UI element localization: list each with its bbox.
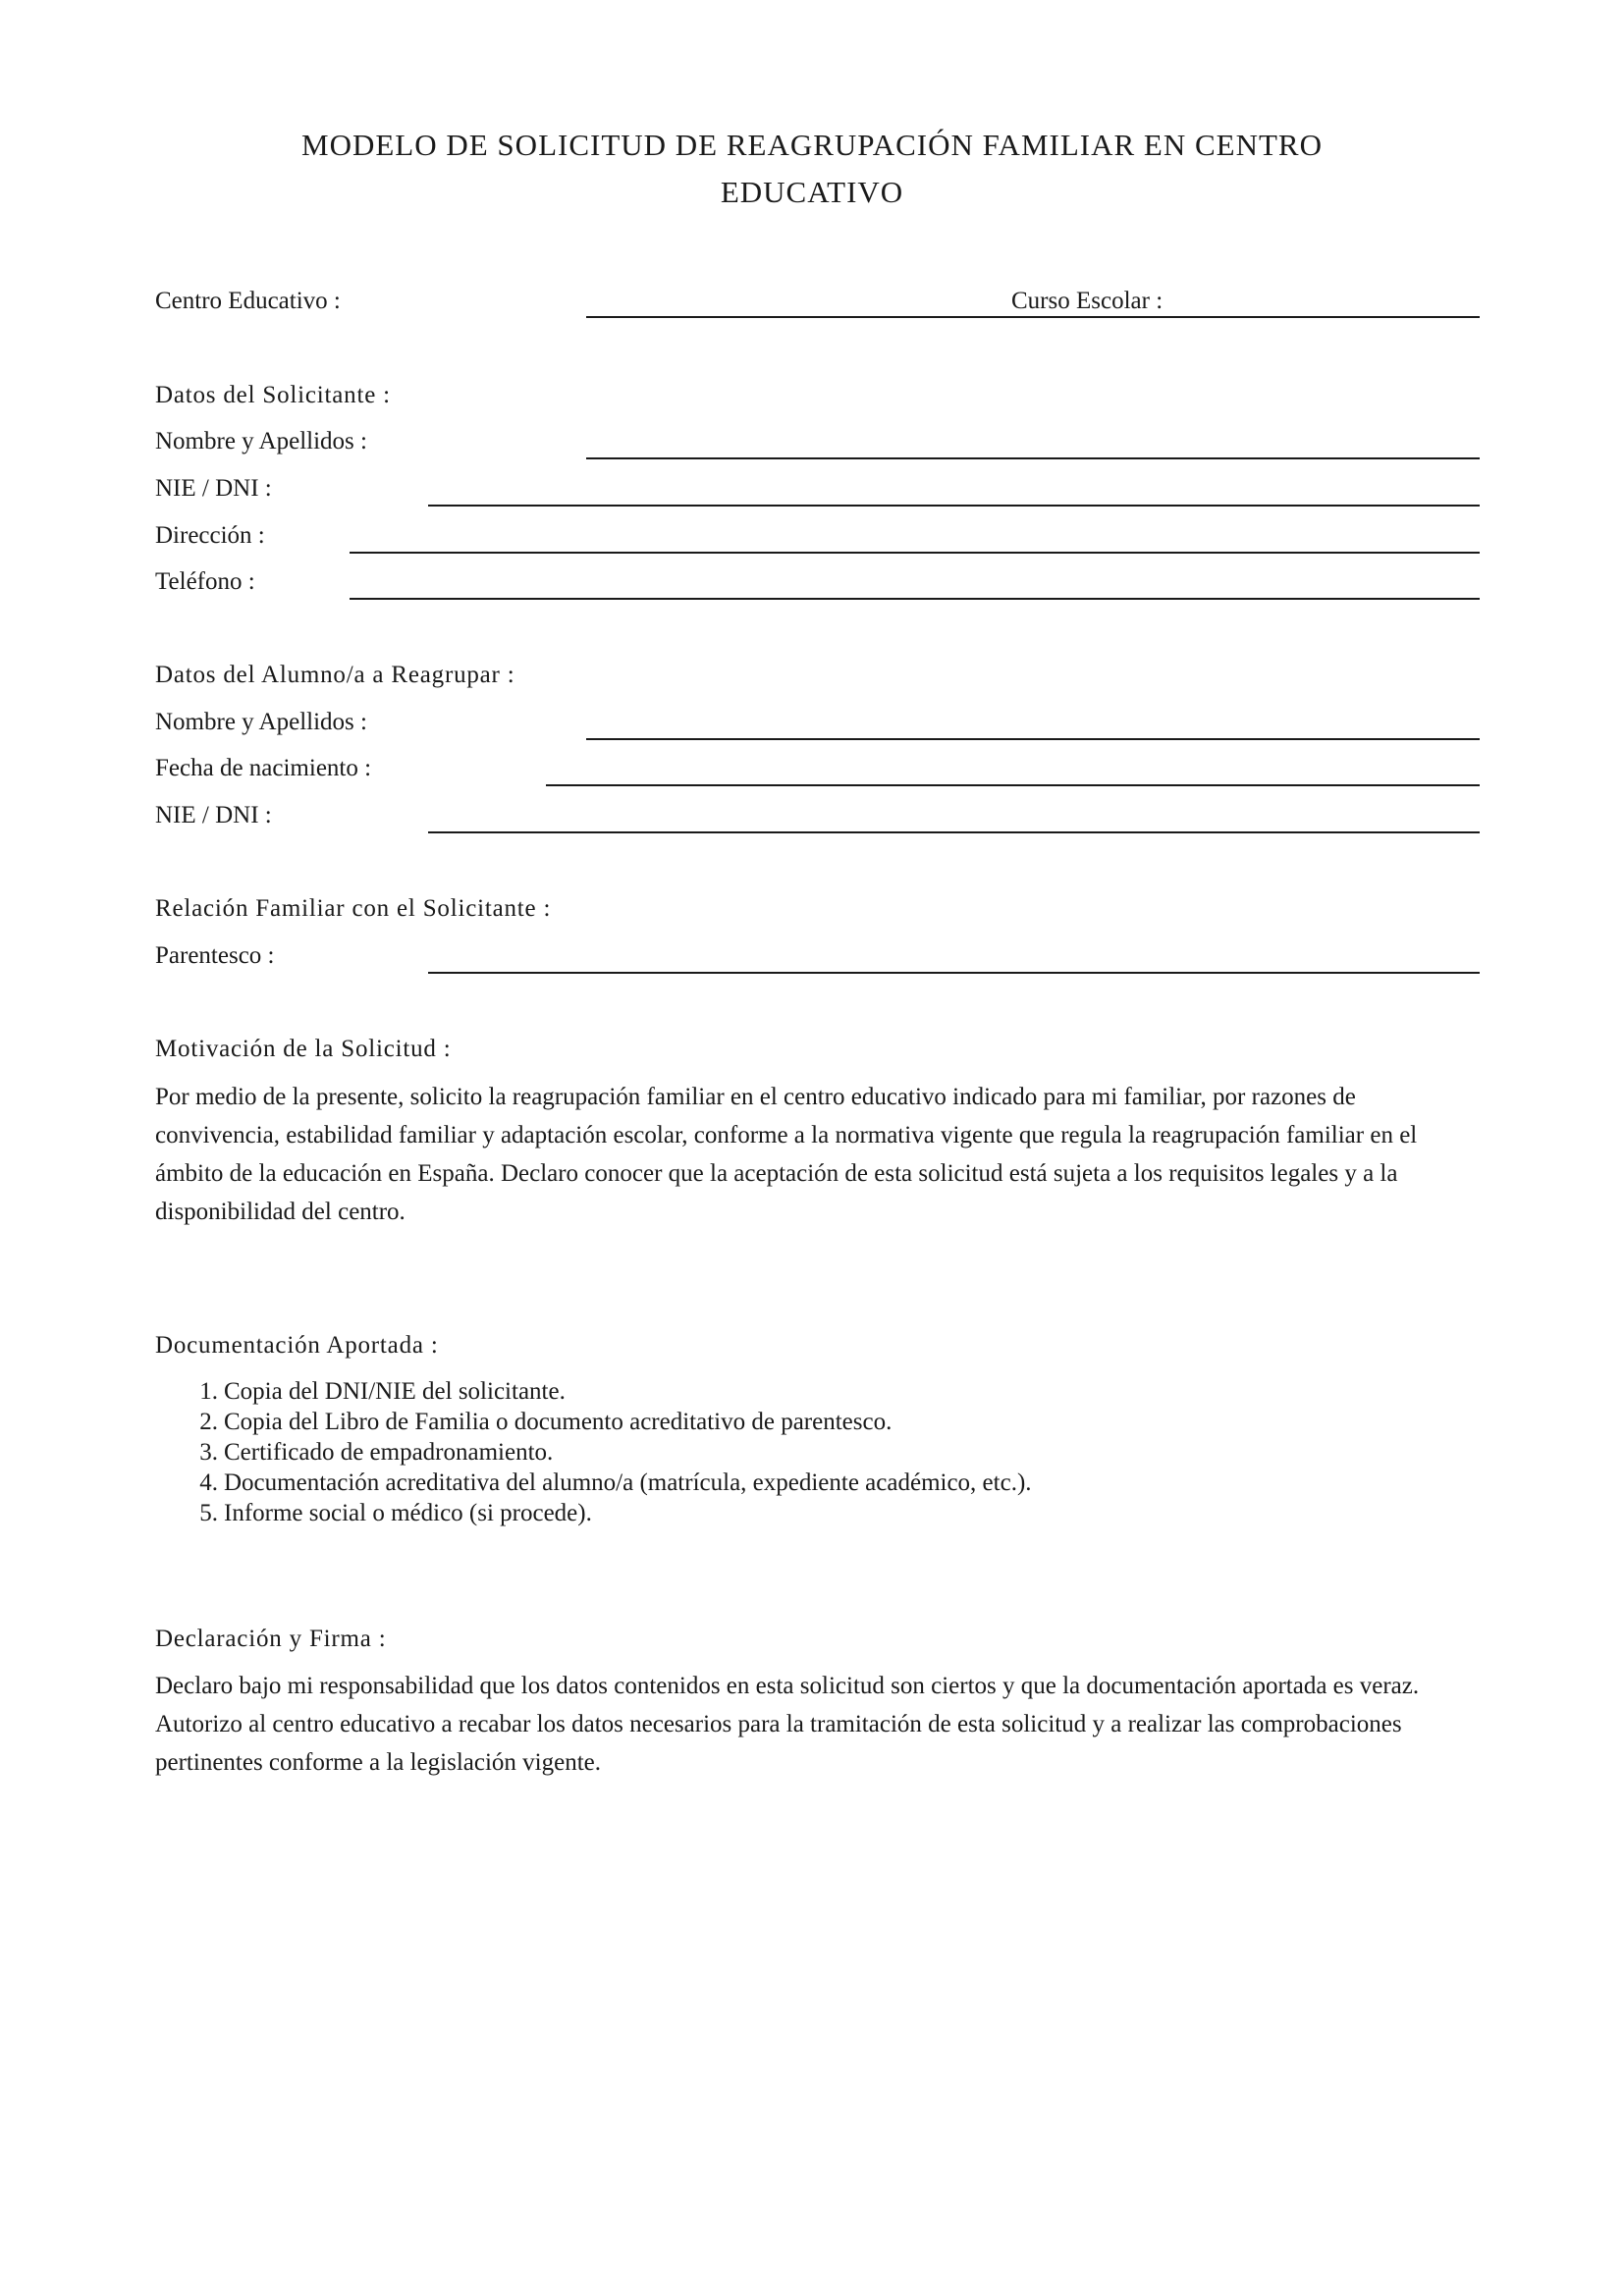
list-item: 4. Documentación acreditativa del alumno/a (matrícula, expediente académico, etc.).	[199, 1469, 1032, 1496]
solicitante-nie-field[interactable]	[428, 505, 1480, 507]
list-item: 1. Copia del DNI/NIE del solicitante.	[199, 1378, 566, 1405]
declaracion-text: Declaro bajo mi responsabilidad que los datos contenidos en esta solicitud son ciertos y que la documentación aportada es veraz. Autorizo al centro educativo a recabar los datos necesarios para la tramitación de esta solicitud y a realizar las comprobaciones pertinentes conforme a la legislación vigente.	[155, 1673, 1420, 1776]
solicitante-nombre-label: Nombre y Apellidos :	[155, 428, 367, 454]
list-item: 3. Certificado de empadronamiento.	[199, 1439, 554, 1466]
curso-escolar-label: Curso Escolar :	[1011, 288, 1164, 314]
list-item: 2. Copia del Libro de Familia o documento acreditativo de parentesco.	[199, 1409, 893, 1435]
solicitante-direccion-field[interactable]	[350, 552, 1480, 554]
alumno-fecha-label: Fecha de nacimiento :	[155, 755, 372, 781]
solicitante-telefono-field[interactable]	[350, 598, 1480, 600]
alumno-nie-label: NIE / DNI :	[155, 802, 272, 828]
documentacion-list	[155, 1376, 1032, 1528]
relacion-heading: Relación Familiar con el Solicitante :	[155, 895, 552, 922]
alumno-nie-field[interactable]	[428, 831, 1480, 833]
solicitante-direccion-label: Dirección :	[155, 522, 265, 549]
alumno-nombre-field[interactable]	[586, 738, 1480, 740]
title-line-1: MODELO DE SOLICITUD DE REAGRUPACIÓN FAMILIAR EN CENTRO	[301, 128, 1323, 162]
solicitante-telefono-label: Teléfono :	[155, 568, 255, 595]
solicitante-heading: Datos del Solicitante :	[155, 382, 391, 408]
alumno-fecha-field[interactable]	[546, 784, 1480, 786]
alumno-nombre-label: Nombre y Apellidos :	[155, 709, 367, 735]
parentesco-field[interactable]	[428, 972, 1480, 974]
motivacion-heading: Motivación de la Solicitud :	[155, 1036, 452, 1062]
centro-educativo-label: Centro Educativo :	[155, 288, 341, 314]
title-line-2: EDUCATIVO	[720, 175, 904, 209]
list-item: 5. Informe social o médico (si procede).	[199, 1500, 592, 1526]
solicitante-nombre-field[interactable]	[586, 457, 1480, 459]
parentesco-label: Parentesco :	[155, 942, 275, 969]
motivacion-text: Por medio de la presente, solicito la reagrupación familiar en el centro educativo indicado para mi familiar, por razones de convivencia, estabilidad familiar y adaptación escolar, conforme a la normativa vigente que regula la reagrupación familiar en el ámbito de la educación en España. Declaro conocer que la aceptación de esta solicitud está sujeta a los requisitos legales y a la disponibilidad del centro.	[155, 1084, 1418, 1225]
document-title	[147, 122, 1477, 216]
alumno-heading: Datos del Alumno/a a Reagrupar :	[155, 662, 515, 688]
centro-educativo-field[interactable]	[586, 316, 1480, 318]
documentacion-heading: Documentación Aportada :	[155, 1332, 439, 1359]
declaracion-heading: Declaración y Firma :	[155, 1626, 387, 1652]
solicitante-nie-label: NIE / DNI :	[155, 475, 272, 502]
